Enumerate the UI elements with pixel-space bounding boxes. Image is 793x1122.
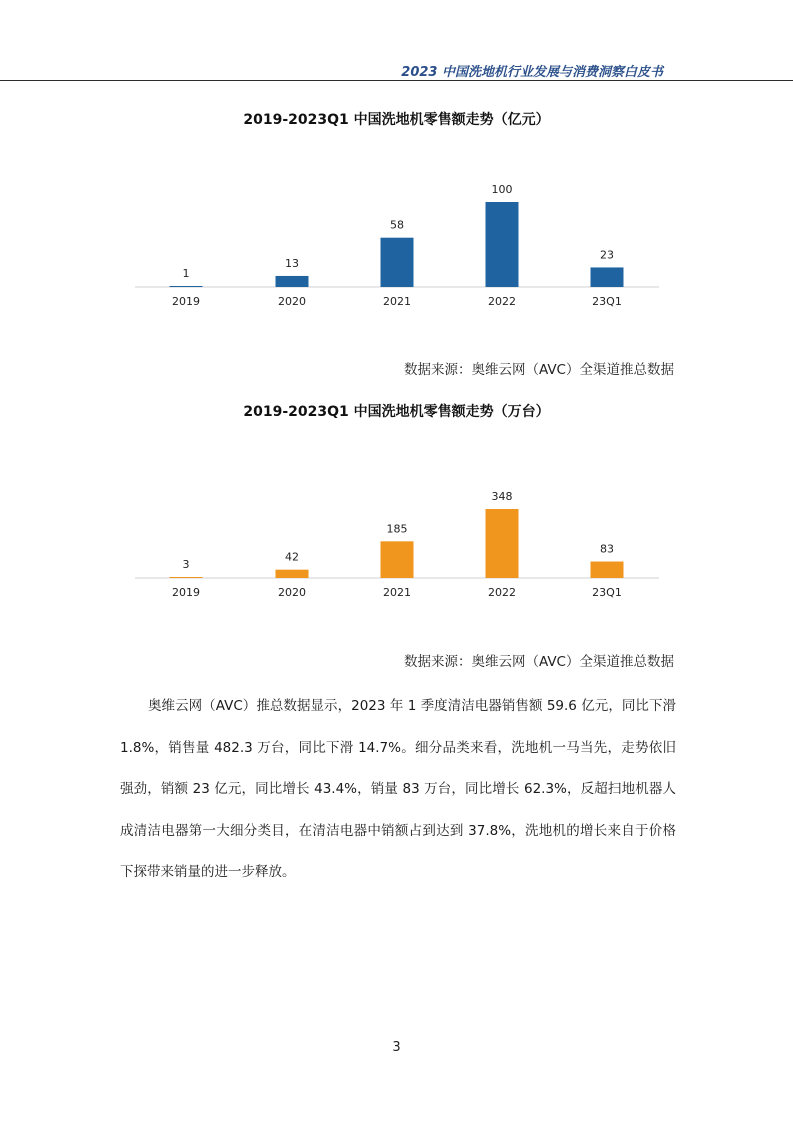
x-tick-label-2020: 2020 — [278, 295, 306, 308]
bar-23Q1 — [591, 267, 624, 287]
data-label-2022: 100 — [491, 183, 513, 196]
data-label-2021: 185 — [386, 522, 408, 536]
x-tick-label-2020: 2020 — [278, 586, 306, 599]
data-label-23Q1: 83 — [600, 542, 614, 556]
data-label-2022: 348 — [491, 490, 513, 503]
data-label-2021: 58 — [390, 218, 404, 232]
bar-2021 — [381, 541, 414, 578]
bar-2021 — [381, 238, 414, 287]
bar-23Q1 — [591, 562, 624, 578]
header-title: 2023 中国洗地机行业发展与消费洞察白皮书 — [401, 65, 663, 80]
page-number: 3 — [392, 1040, 401, 1055]
x-tick-label-2019: 2019 — [172, 586, 200, 599]
data-label-2019: 1 — [182, 267, 190, 280]
chart-2-source-note: 数据来源：奥维云网（AVC）全渠道推总数据 — [403, 654, 674, 670]
x-tick-label-2022: 2022 — [488, 586, 516, 599]
bar-2020 — [276, 570, 309, 578]
x-tick-label-2019: 2019 — [172, 295, 200, 308]
bar-2020 — [276, 276, 309, 287]
data-label-2020: 13 — [285, 256, 299, 270]
x-tick-label-2022: 2022 — [488, 295, 516, 308]
bar-2022 — [486, 202, 519, 287]
data-label-2020: 42 — [285, 550, 299, 564]
x-tick-label-23Q1: 23Q1 — [592, 295, 622, 308]
chart-1-title: 2019-2023Q1 中国洗地机零售额走势（亿元） — [243, 112, 550, 128]
data-label-23Q1: 23 — [600, 248, 614, 262]
x-tick-label-23Q1: 23Q1 — [592, 586, 622, 599]
bar-2022 — [486, 509, 519, 578]
data-label-2019: 3 — [182, 558, 190, 571]
chart-1-source-note: 数据来源：奥维云网（AVC）全渠道推总数据 — [403, 362, 674, 378]
chart-2-retail-volume — [0, 480, 793, 610]
chart-1-retail-value — [0, 170, 793, 320]
x-tick-label-2021: 2021 — [383, 295, 411, 308]
body-paragraph: 奥维云网（AVC）推总数据显示，2023 年 1 季度清洁电器销售额 59.6 亿元，同比下滑 1.8%，销售量 482.3 万台，同比下滑 14.7%。细分品类来看，洗地机一马当先，走势依旧强劲，销额 23 亿元，同比增长 43.4%，销量 83 万台，同比增长 62.3%，反超扫地机器人成清洁电器第一大细分类目，在清洁电器中销额占到达到 37.8%，洗地机的增长来自于价格下探带来销量的进一步释放。 — [120, 698, 676, 880]
chart-2-title: 2019-2023Q1 中国洗地机零售额走势（万台） — [243, 404, 550, 420]
bar-2019 — [170, 286, 203, 287]
header-divider — [0, 80, 793, 81]
bar-2019 — [170, 577, 203, 578]
x-tick-label-2021: 2021 — [383, 586, 411, 599]
